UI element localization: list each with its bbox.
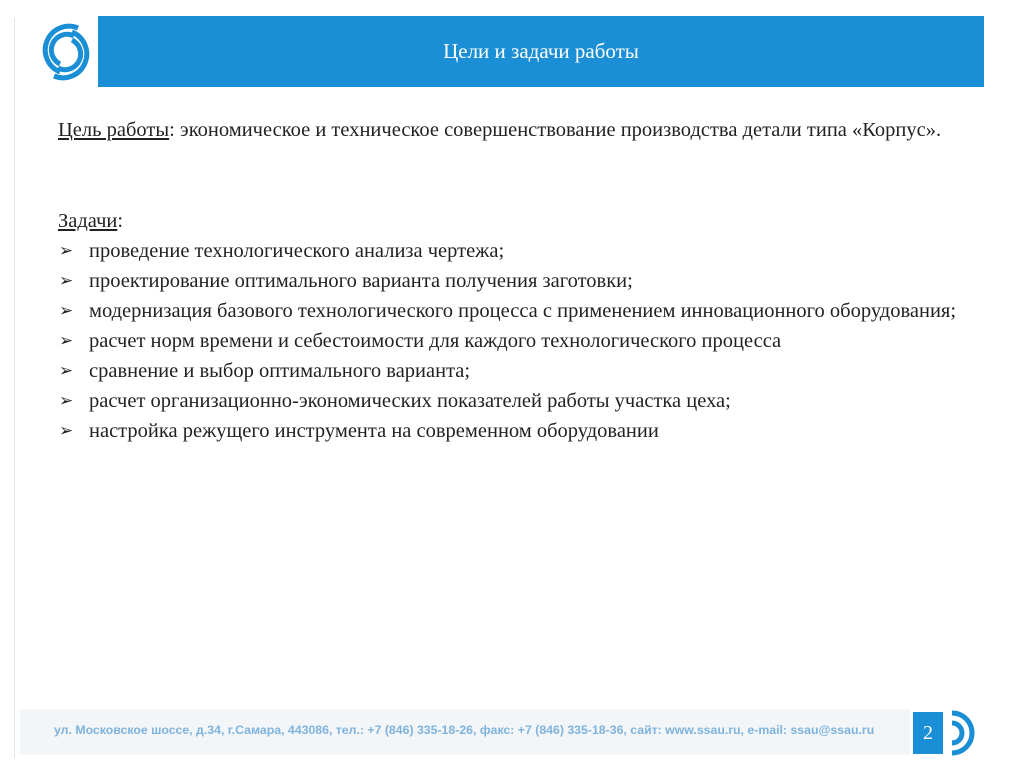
list-item	[58, 326, 982, 356]
list-item-text: расчет организационно-экономических показателей работы участка цеха;	[89, 390, 731, 412]
footer	[20, 709, 910, 755]
arrow-bullet-icon: ➢	[59, 361, 74, 380]
ssau-logo-icon	[38, 20, 94, 84]
list-item	[58, 386, 982, 416]
page-title: Цели и задачи работы	[443, 39, 639, 63]
list-item-text: настройка режущего инструмента на современном оборудовании	[89, 420, 659, 442]
tasks-label-suffix: :	[117, 210, 124, 232]
header-bar	[98, 16, 984, 87]
footer-address: ул. Московское шоссе, д.34, г.Самара, 443086, тел.: +7 (846) 335-18-26, факс: +7 (846) 335-18-36, сайт: www.ssau.ru, e-mail: ssau@ssau.ru	[54, 723, 875, 737]
arrow-bullet-icon: ➢	[59, 421, 74, 440]
list-item	[58, 296, 982, 326]
list-item-text: модернизация базового технологического процесса с применением инновационного оборудования;	[89, 300, 957, 322]
goal-paragraph	[58, 115, 982, 145]
ssau-arc-icon	[946, 709, 986, 757]
arrow-bullet-icon: ➢	[59, 271, 74, 290]
content	[58, 115, 982, 446]
list-item-text: проведение технологического анализа чертежа;	[89, 240, 505, 262]
arrow-bullet-icon: ➢	[59, 301, 74, 320]
goal-label: Цель работы	[58, 119, 170, 141]
list-item-text: сравнение и выбор оптимального варианта;	[89, 360, 471, 382]
arrow-bullet-icon: ➢	[59, 331, 74, 350]
list-item-text: проектирование оптимального варианта получения заготовки;	[89, 270, 633, 292]
list-item	[58, 236, 982, 266]
tasks-label: Задачи	[58, 210, 118, 232]
tasks-list	[58, 236, 982, 446]
list-item	[58, 416, 982, 446]
frame-line	[14, 18, 15, 758]
list-item-text: расчет норм времени и себестоимости для каждого технологического процесса	[89, 330, 782, 352]
goal-text: : экономическое и техническое совершенствование производства детали типа «Корпус».	[169, 119, 942, 141]
page-number: 2	[913, 712, 943, 754]
arrow-bullet-icon: ➢	[59, 241, 74, 260]
list-item	[58, 266, 982, 296]
list-item	[58, 356, 982, 386]
arrow-bullet-icon: ➢	[59, 391, 74, 410]
tasks-heading	[58, 206, 982, 236]
